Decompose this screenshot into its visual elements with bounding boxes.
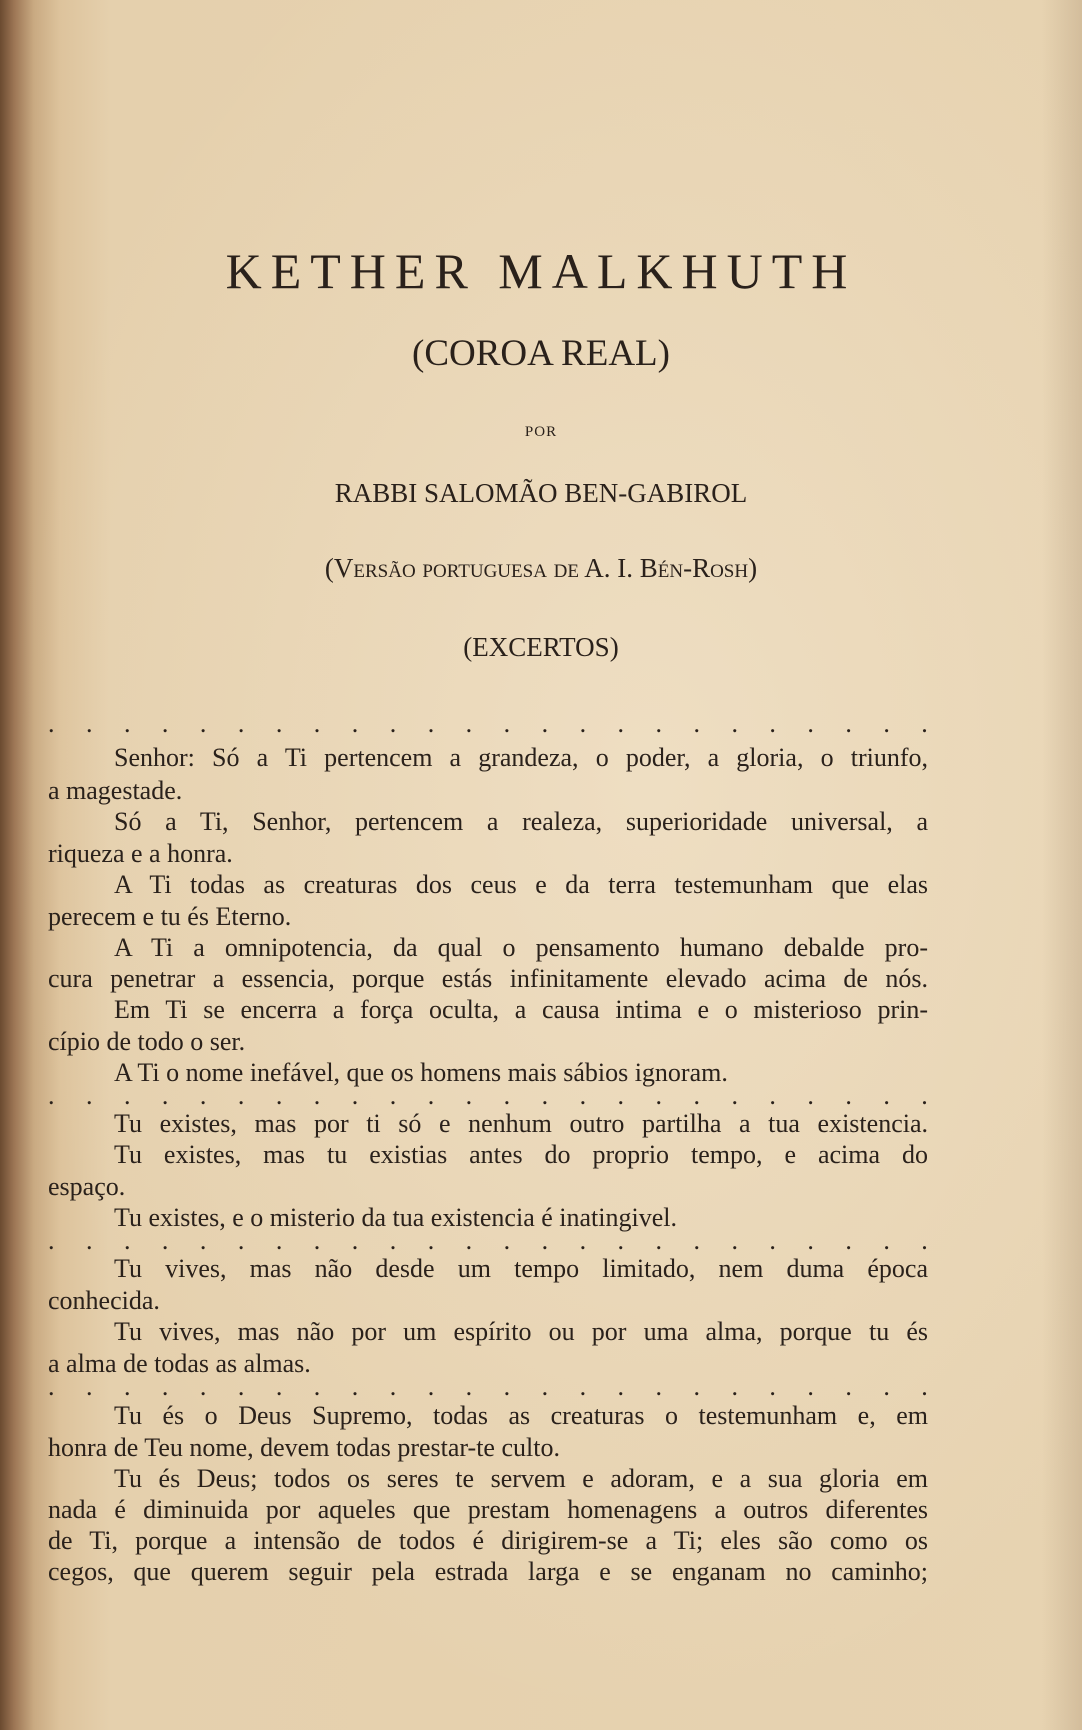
version-label: Versão portuguesa de — [333, 553, 579, 583]
text-line: Tu existes, mas por ti só e nenhum outro partilha a tua existencia. — [114, 1109, 928, 1138]
text-line: Tu vives, mas não por um espírito ou por uma alma, porque tu és — [114, 1317, 928, 1346]
version-close-paren: ) — [748, 553, 758, 583]
text-line: de Ti, porque a intensão de todos é dirigirem-se a Ti; eles são como os — [48, 1526, 928, 1555]
ellipsis-divider: . . . . . . . . . . . . . . . . . . . . . . . . — [48, 1372, 928, 1401]
text-line: perecem e tu és Eterno. — [48, 902, 292, 931]
subtitle: (COROA REAL) — [412, 333, 670, 374]
text-line: a magestade. — [48, 776, 183, 805]
version-open-paren: ( — [324, 553, 334, 583]
ellipsis-divider: . . . . . . . . . . . . . . . . . . . . . . . . — [48, 1081, 928, 1110]
text-line: cura penetrar a essencia, porque estás infinitamente elevado acima de nós. — [48, 964, 928, 993]
text-line: A Ti a omnipotencia, da qual o pensamento humano debalde pro- — [114, 933, 928, 962]
text-line: espaço. — [48, 1172, 126, 1201]
text-line: Em Ti se encerra a força oculta, a causa intima e o misterioso prin- — [114, 995, 928, 1024]
text-line: Tu és o Deus Supremo, todas as creaturas o testemunham e, em — [114, 1401, 928, 1430]
byline-por: POR — [524, 424, 558, 440]
author-name: RABBI SALOMÃO BEN-GABIROL — [334, 478, 748, 508]
text-line: a alma de todas as almas. — [48, 1349, 311, 1378]
text-line: Tu existes, mas tu existias antes do proprio tempo, e acima do — [114, 1140, 928, 1169]
text-line: A Ti todas as creaturas dos ceus e da terra testemunham que elas — [114, 870, 928, 899]
excerpts-label: (EXCERTOS) — [463, 632, 619, 662]
translation-credit — [0, 553, 1082, 584]
text-line: Só a Ti, Senhor, pertencem a realeza, superioridade universal, a — [114, 807, 928, 836]
text-line: riqueza e a honra. — [48, 839, 233, 868]
text-line: cípio de todo o ser. — [48, 1027, 246, 1056]
ellipsis-divider: . . . . . . . . . . . . . . . . . . . . . . . . — [48, 1226, 928, 1255]
page-title: KETHER MALKHUTH — [225, 243, 857, 299]
text-line: Tu és Deus; todos os seres te servem e adoram, e a sua gloria em — [114, 1464, 928, 1493]
text-line: conhecida. — [48, 1286, 160, 1315]
text-line: cegos, que querem seguir pela estrada larga e se enganam no caminho; — [48, 1557, 928, 1586]
text-line: Senhor: Só a Ti pertencem a grandeza, o poder, a gloria, o triunfo, — [114, 743, 928, 772]
text-line: A Ti o nome inefável, que os homens mais sábios ignoram. — [114, 1058, 728, 1087]
text-line: nada é diminuida por aqueles que prestam homenagens a outros diferentes — [48, 1495, 928, 1524]
text-line: Tu existes, e o misterio da tua existencia é inatingivel. — [114, 1203, 677, 1232]
translator-name: A. I. Bén-Rosh — [579, 553, 749, 583]
text-line: honra de Teu nome, devem todas prestar-te culto. — [48, 1433, 560, 1462]
text-line: Tu vives, mas não desde um tempo limitado, nem duma época — [114, 1254, 928, 1283]
ellipsis-divider: . . . . . . . . . . . . . . . . . . . . . . . . — [48, 709, 928, 738]
